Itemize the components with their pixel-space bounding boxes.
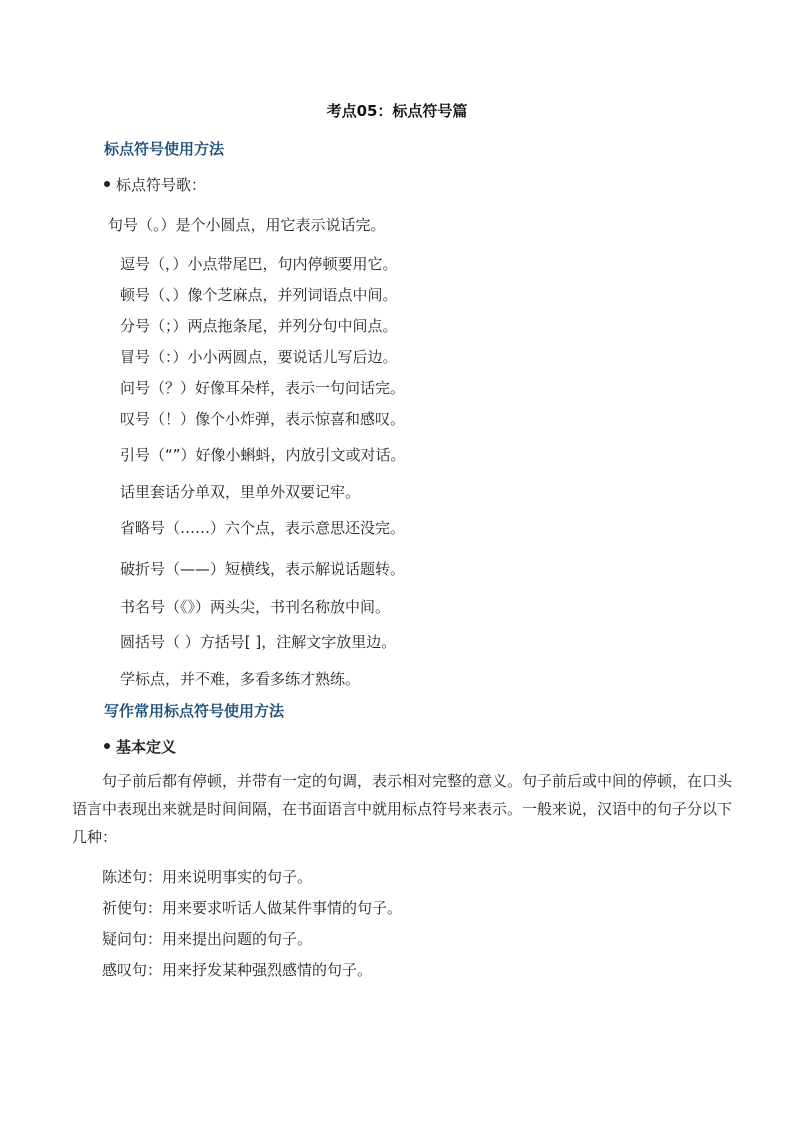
bullet-punctuation-song (104, 174, 206, 195)
song-line: 逗号（，）小点带尾巴，句内停顿要用它。 (120, 255, 398, 273)
bullet-dot-icon (104, 181, 110, 187)
section-heading-writing-punctuation: 写作常用标点符号使用方法 (104, 702, 285, 720)
song-line: 句号（。）是个小圆点，用它表示说话完。 (108, 216, 386, 234)
song-line: 破折号（——）短横线，表示解说话题转。 (120, 560, 406, 578)
sentence-type-item: 陈述句：用来说明事实的句子。 (102, 868, 313, 886)
song-line: 省略号（……）六个点，表示意思还没完。 (120, 519, 406, 537)
section-heading-punctuation-usage: 标点符号使用方法 (104, 140, 225, 158)
sentence-type-item: 感叹句：用来抒发某种强烈感情的句子。 (102, 961, 373, 979)
song-line: 圆括号（ ）方括号[ ]，注解文字放里边。 (120, 633, 397, 651)
definition-paragraph: 句子前后都有停顿，并带有一定的句调，表示相对完整的意义。句子前后或中间的停顿，在口头语言中表现出来就是时间间隔，在书面语言中就用标点符号来表示。一般来说，汉语中的句子分以下几种： (72, 772, 733, 846)
song-line: 问号（？）好像耳朵样，表示一句问话完。 (120, 379, 406, 397)
bullet-basic-definition (104, 736, 176, 757)
song-line: 学标点，并不难，多看多练才熟练。 (120, 670, 361, 688)
song-line: 叹号（！）像个小炸弹，表示惊喜和感叹。 (120, 410, 406, 428)
song-line: 引号（“”）好像小蝌蚪，内放引文或对话。 (120, 446, 406, 464)
page-title: 考点05：标点符号篇 (326, 102, 468, 120)
song-line: 书名号（《》）两头尖，书刊名称放中间。 (120, 598, 391, 616)
bullet-dot-icon (104, 743, 110, 749)
song-line: 顿号（、）像个芝麻点，并列词语点中间。 (120, 286, 398, 304)
song-line: 分号（；）两点拖条尾，并列分句中间点。 (120, 317, 398, 335)
bullet-label: 基本定义 (116, 738, 177, 756)
sentence-type-item: 祈使句：用来要求听话人做某件事情的句子。 (102, 899, 403, 917)
sentence-type-item: 疑问句：用来提出问题的句子。 (102, 930, 313, 948)
bullet-label: 标点符号歌： (116, 176, 207, 194)
song-line: 话里套话分单双，里单外双要记牢。 (120, 483, 361, 501)
song-line: 冒号（：）小小两圆点，要说话儿写后边。 (120, 348, 398, 366)
